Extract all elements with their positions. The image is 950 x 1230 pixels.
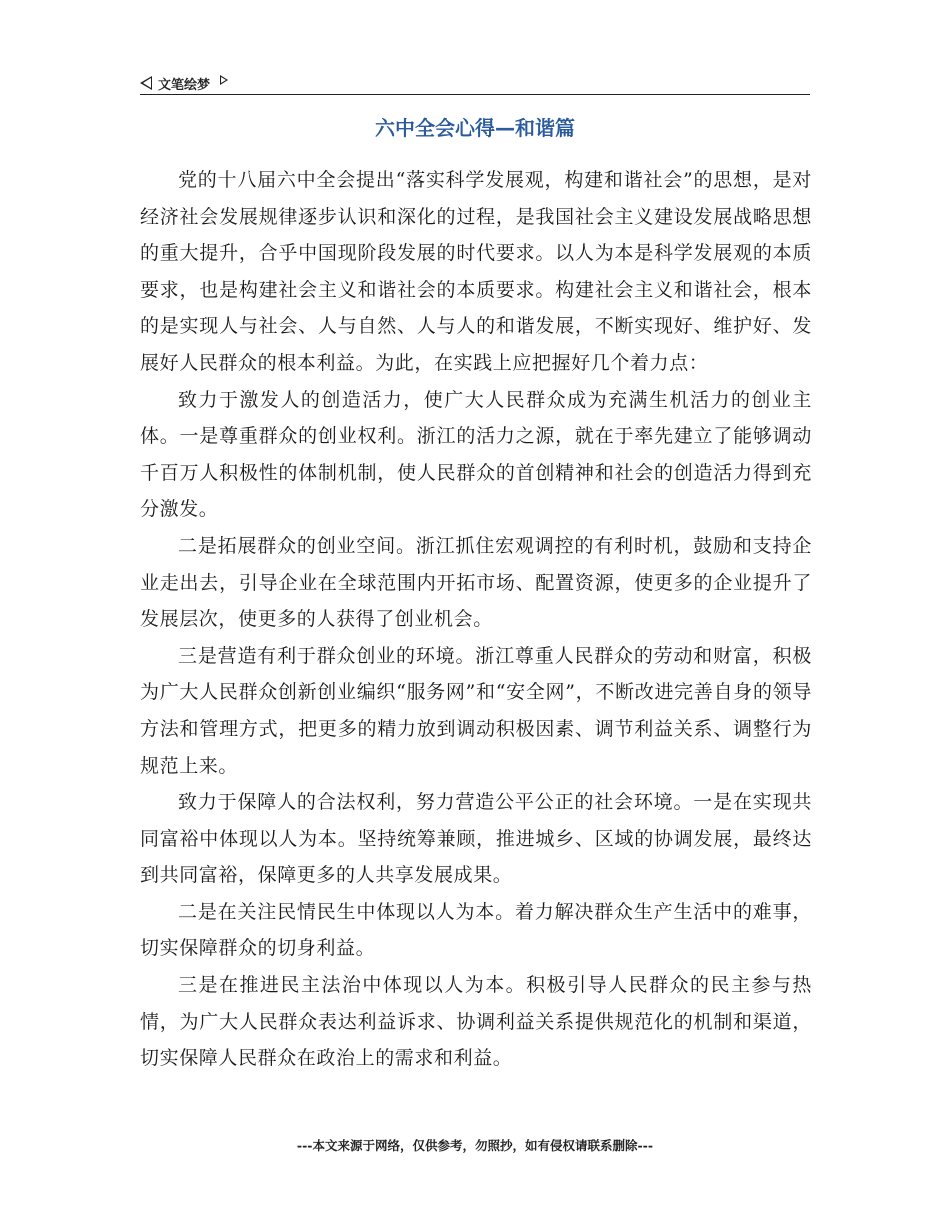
paragraph: 三是在推进民主法治中体现以人为本。积极引导人民群众的民主参与热情，为广大人民群众表达利益诉求、协调利益关系提供规范化的机制和渠道，切实保障人民群众在政治上的需求和利益。 — [140, 974, 812, 1070]
paragraph: 致力于激发人的创造活力，使广大人民群众成为充满生机活力的创业主体。一是尊重群众的创业权利。浙江的活力之源，就在于率先建立了能够调动千百万人积极性的体制机制，使人民群众的首创精神和社会的创造活力得到充分激发。 — [140, 388, 812, 521]
paragraph: 党的十八届六中全会提出“落实科学发展观，构建和谐社会”的思想，是对经济社会发展规律逐步认识和深化的过程，是我国社会主义建设发展战略思想的重大提升，合乎中国现阶段发展的时代要求。以人为本是科学发展观的本质要求，也是构建社会主义和谐社会的本质要求。构建社会主义和谐社会，根本的是实现人与社会、人与自然、人与人的和谐发展，不断实现好、维护好、发展好人民群众的根本利益。为此，在实践上应把握好几个着力点： — [140, 169, 812, 374]
paragraph: 三是营造有利于群众创业的环境。浙江尊重人民群众的劳动和财富，积极为广大人民群众创新创业编织“服务网”和“安全网”，不断改进完善自身的领导方法和管理方式，把更多的精力放到调动积极因素、调节利益关系、调整行为规范上来。 — [140, 644, 812, 777]
paragraph: 致力于保障人的合法权利，努力营造公平公正的社会环境。一是在实现共同富裕中体现以人为本。坚持统筹兼顾，推进城乡、区域的协调发展，最终达到共同富裕，保障更多的人共享发展成果。 — [140, 791, 812, 887]
header-label: 文笔绘梦 — [158, 77, 211, 93]
document-title: 六中全会心得—和谐篇 — [375, 116, 575, 140]
paragraph: 二是在关注民情民生中体现以人为本。着力解决群众生产生活中的难事，切实保障群众的切身利益。 — [140, 900, 812, 960]
page-header — [140, 72, 810, 95]
source-disclaimer: ---本文来源于网络，仅供参考，勿照抄，如有侵权请联系删除--- — [296, 1138, 654, 1153]
triangle-left-icon — [140, 76, 152, 90]
paragraph: 二是拓展群众的创业空间。浙江抓住宏观调控的有利时机，鼓励和支持企业走出去，引导企业在全球范围内开拓市场、配置资源，使更多的企业提升了发展层次，使更多的人获得了创业机会。 — [140, 534, 812, 631]
triangle-right-icon — [220, 75, 228, 85]
document-body — [140, 162, 812, 1077]
